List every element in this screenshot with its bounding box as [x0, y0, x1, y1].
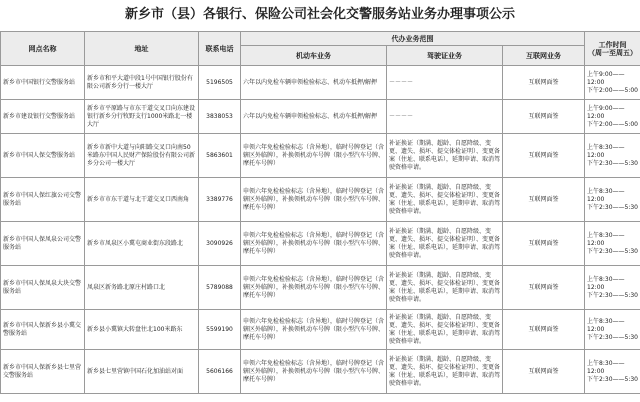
station-name: 新乡市中国人保交警服务站	[1, 134, 85, 178]
station-address: 新乡市新中大道与向阳路交叉口向南50米路东中国人民财产保险股份有限公司新乡分公司一楼大厅	[85, 134, 199, 178]
station-phone: 5789088	[199, 266, 241, 310]
table-row	[1, 66, 640, 100]
hours-afternoon: 下午2:30——5:30	[587, 247, 638, 255]
internet-services: 互联网面签	[503, 100, 585, 134]
page-title: 新乡市（县）各银行、保险公司社会化交警服务站业务办理事项公示	[124, 7, 515, 22]
station-address: 新乡市和平大道中段1号中国银行股份有限公司新乡分行一楼大厅	[85, 66, 199, 100]
station-name: 新乡市中国银行交警服务站	[1, 66, 85, 100]
header-hours-title: 工作时间	[598, 40, 627, 49]
hours-afternoon: 下午2:30——5:30	[587, 333, 638, 341]
table-row	[1, 134, 640, 178]
header-phone: 联系电话	[199, 32, 241, 66]
table-header	[1, 32, 640, 66]
working-hours	[585, 266, 640, 310]
hours-morning: 上午8:30——12:00	[587, 143, 625, 159]
table-row	[1, 222, 640, 266]
station-address: 新乡市平原路与市东干道交叉口向东建设银行新乡分行牧野支行1000米路北一楼大厅	[85, 100, 199, 134]
internet-services: 互联网面签	[503, 134, 585, 178]
working-hours	[585, 66, 640, 100]
header-address: 地址	[85, 32, 199, 66]
station-name: 新乡市建设银行交警服务站	[1, 100, 85, 134]
station-phone: 5196505	[199, 66, 241, 100]
hours-morning: 上午8:30——12:00	[587, 187, 625, 203]
header-driver: 驾驶证业务	[387, 46, 503, 66]
hours-afternoon: 下午2:30——5:30	[587, 203, 638, 211]
driver-license-services: 补证换证（期满、超龄、自愿降级、变更、遗失、损坏、提交体检证明）、变更备案（住址、联系电话），延期申请、取消驾驶资格申请。	[387, 310, 503, 350]
table-row	[1, 310, 640, 350]
station-address: 凤泉区新务路北原庄村路口北	[85, 266, 199, 310]
station-phone: 5606166	[199, 350, 241, 394]
header-hours	[585, 32, 640, 66]
header-online: 互联网业务	[503, 46, 585, 66]
header-motor: 机动车业务	[241, 46, 387, 66]
hours-morning: 上午8:30——12:00	[587, 359, 625, 375]
working-hours	[585, 310, 640, 350]
working-hours	[585, 100, 640, 134]
working-hours	[585, 222, 640, 266]
station-name: 新乡市中国人保新乡县七里营交警服务站	[1, 350, 85, 394]
hours-afternoon: 下午2:00——5:00	[587, 86, 638, 94]
table-row	[1, 178, 640, 222]
hours-afternoon: 下午2:30——5:30	[587, 159, 638, 167]
driver-license-services: －－－－	[387, 66, 503, 100]
station-name: 新乡市中国人保红旗公司交警服务站	[1, 178, 85, 222]
internet-services: 互联网面签	[503, 178, 585, 222]
hours-morning: 上午8:30——12:00	[587, 231, 625, 247]
driver-license-services: 补证换证（期满、超龄、自愿降级、变更、遗失、损坏、提交体检证明）、变更备案（住址、联系电话），延期申请、取消驾驶资格申请。	[387, 134, 503, 178]
station-address: 新乡县七里营镇中国石化加油站对面	[85, 350, 199, 394]
station-address: 新乡市市东干道与北干道交叉口西南角	[85, 178, 199, 222]
working-hours	[585, 178, 640, 222]
driver-license-services: 补证换证（期满、超龄、自愿降级、变更、遗失、损坏、提交体检证明）、变更备案（住址、联系电话），延期申请、取消驾驶资格申请。	[387, 266, 503, 310]
internet-services: 互联网面签	[503, 266, 585, 310]
station-phone: 3389776	[199, 178, 241, 222]
driver-license-services: 补证换证（期满、超龄、自愿降级、变更、遗失、损坏、提交体检证明）、变更备案（住址、联系电话），延期申请、取消驾驶资格申请。	[387, 178, 503, 222]
working-hours	[585, 350, 640, 394]
hours-morning: 上午9:00——12:00	[587, 70, 625, 86]
motor-vehicle-services: 六年以内免检车辆申领检验标志、机动车抵押/解押	[241, 66, 387, 100]
station-phone: 3838053	[199, 100, 241, 134]
hours-afternoon: 下午2:00——5:00	[587, 120, 638, 128]
internet-services: 互联网面签	[503, 66, 585, 100]
station-name: 新乡市中国人保凤泉公司交警服务站	[1, 222, 85, 266]
table-row	[1, 350, 640, 394]
station-phone: 3090926	[199, 222, 241, 266]
internet-services: 互联网面签	[503, 310, 585, 350]
station-name: 新乡市中国人保凤泉大块交警服务站	[1, 266, 85, 310]
table-row	[1, 266, 640, 310]
header-scope: 代办业务范围	[241, 32, 585, 46]
hours-afternoon: 下午2:30——5:30	[587, 375, 638, 383]
driver-license-services: －－－－	[387, 100, 503, 134]
station-address: 新乡市凤泉区小冀屯商业街东段路北	[85, 222, 199, 266]
internet-services: 互联网面签	[503, 350, 585, 394]
motor-vehicle-services: 申领六年免检检验标志（含异地），临时号牌登记（含辖区外临牌），补换领机动车号牌（限小型汽车号牌、摩托车号牌）	[241, 310, 387, 350]
header-name: 网点名称	[1, 32, 85, 66]
motor-vehicle-services: 申领六年免检检验标志（含异地），临时号牌登记（含辖区外临牌），补换领机动车号牌（限小型汽车号牌、摩托车号牌）	[241, 222, 387, 266]
working-hours	[585, 134, 640, 178]
driver-license-services: 补证换证（期满、超龄、自愿降级、变更、遗失、损坏、提交体检证明）、变更备案（住址、联系电话），延期申请、取消驾驶资格申请。	[387, 222, 503, 266]
station-address: 新乡县小冀镇大转盘往北100米路东	[85, 310, 199, 350]
hours-morning: 上午8:30——12:00	[587, 317, 625, 333]
header-hours-sub: （周一至周五）	[588, 48, 638, 57]
internet-services: 互联网面签	[503, 222, 585, 266]
station-phone: 5599190	[199, 310, 241, 350]
table-body	[1, 66, 640, 394]
motor-vehicle-services: 六年以内免检车辆申领检验标志、机动车抵押/解押	[241, 100, 387, 134]
station-phone: 5863601	[199, 134, 241, 178]
driver-license-services: 补证换证（期满、超龄、自愿降级、变更、遗失、损坏、提交体检证明）、变更备案（住址、联系电话），延期申请、取消驾驶资格申请。	[387, 350, 503, 394]
motor-vehicle-services: 申领六年免检检验标志（含异地），临时号牌登记（含辖区外临牌），补换领机动车号牌（限小型汽车号牌、摩托车号牌）	[241, 134, 387, 178]
station-name: 新乡市中国人保新乡县小冀交警服务站	[1, 310, 85, 350]
hours-morning: 上午9:00——12:00	[587, 104, 625, 120]
table-row	[1, 100, 640, 134]
service-station-table	[0, 31, 640, 394]
hours-afternoon: 下午2:30——5:30	[587, 291, 638, 299]
hours-morning: 上午8:30——12:00	[587, 275, 625, 291]
motor-vehicle-services: 申领六年免检检验标志（含异地），临时号牌登记（含辖区外临牌），补换领机动车号牌（限小型汽车号牌、摩托车号牌）	[241, 178, 387, 222]
motor-vehicle-services: 申领六年免检检验标志（含异地），临时号牌登记（含辖区外临牌），补换领机动车号牌（限小型汽车号牌、摩托车号牌）	[241, 266, 387, 310]
motor-vehicle-services: 申领六年免检检验标志（含异地），临时号牌登记（含辖区外临牌），补换领机动车号牌（限小型汽车号牌、摩托车号牌）	[241, 350, 387, 394]
